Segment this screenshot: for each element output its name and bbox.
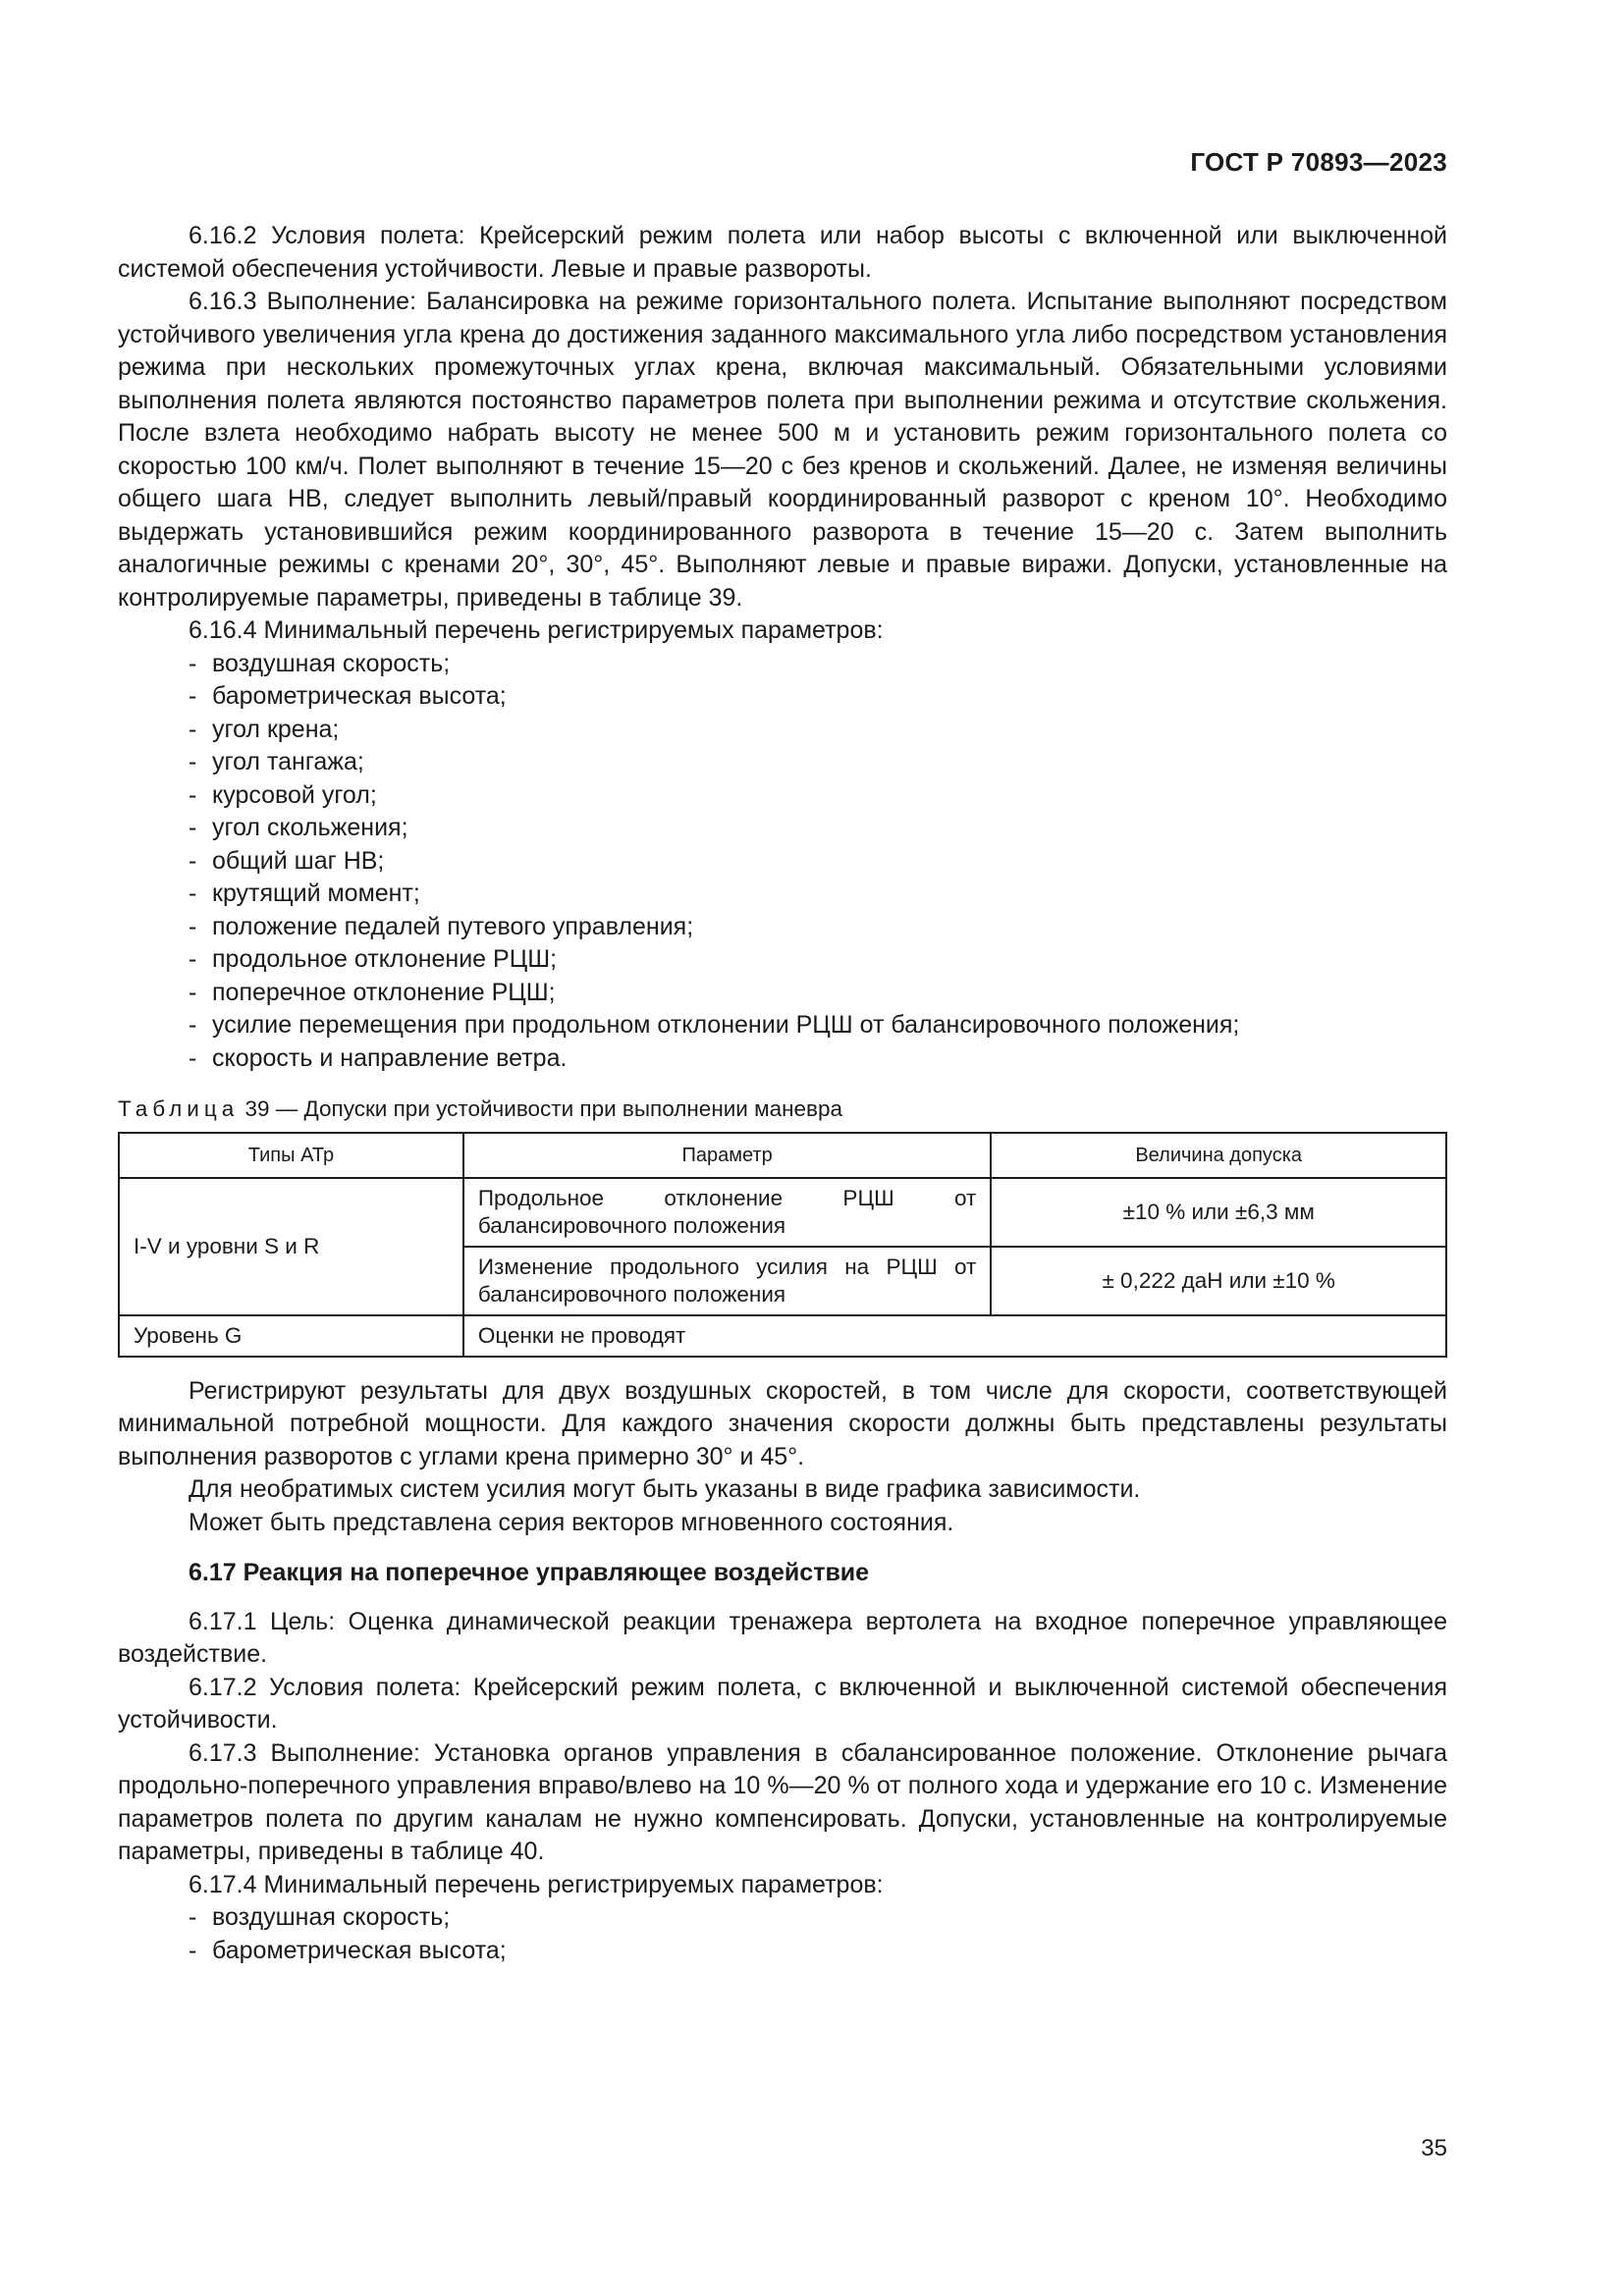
table-row — [119, 1178, 1446, 1247]
table-caption-text: 39 — Допуски при устойчивости при выполнении маневра — [244, 1096, 843, 1121]
section-title-6-17: 6.17 Реакция на поперечное управляющее воздействие — [189, 1559, 870, 1586]
list-item: - угол скольжения; — [189, 814, 408, 841]
list-item: - скорость и направление ветра. — [189, 1043, 568, 1072]
paragraph-vectors: Может быть представлена серия векторов мгновенного состояния. — [189, 1508, 954, 1536]
cell-parameter: Изменение продольного усилия на РЦШ от балансировочного положения — [463, 1247, 992, 1315]
list-item: - продольное отклонение РЦШ; — [189, 945, 558, 973]
parameter-list-6-16 — [118, 648, 1447, 1076]
page-number: 35 — [1421, 2135, 1447, 2162]
table-row — [119, 1315, 1446, 1357]
paragraph-6-17-1: 6.17.1 Цель: Оценка динамической реакции тренажера вертолета на входное поперечное управляющее воздействие. — [118, 1607, 1447, 1668]
paragraph-6-17-2: 6.17.2 Условия полета: Крейсерский режим полета, с включенной и выключенной системой обеспечения устойчивости. — [118, 1673, 1447, 1734]
table-caption — [118, 1093, 1447, 1126]
list-item: - положение педалей путевого управления; — [189, 912, 694, 940]
list-item: - усилие перемещения при продольном отклонении РЦШ от балансировочного положения; — [189, 1011, 1240, 1039]
header-type: Типы АТр — [119, 1133, 463, 1178]
list-item: - угол крена; — [189, 715, 340, 743]
paragraph-irreversible: Для необратимых систем усилия могут быть указаны в виде графика зависимости. — [189, 1475, 1141, 1503]
list-item: - воздушная скорость; — [189, 649, 451, 677]
standard-header: ГОСТ Р 70893—2023 — [1190, 147, 1447, 177]
list-item: - курсовой угол; — [189, 780, 377, 809]
list-item: - барометрическая высота; — [189, 682, 507, 710]
paragraph-6-17-4: 6.17.4 Минимальный перечень регистрируемых параметров: — [189, 1870, 884, 1898]
cell-parameter: Продольное отклонение РЦШ от балансировочного положения — [463, 1178, 992, 1247]
page-content — [118, 220, 1447, 1967]
cell-parameter-merged: Оценки не проводят — [463, 1315, 1446, 1357]
cell-type-group1: I-V и уровни S и R — [119, 1178, 463, 1315]
list-item: - крутящий момент; — [189, 880, 420, 907]
list-item: - общий шаг НВ; — [189, 846, 385, 875]
header-parameter: Параметр — [463, 1133, 992, 1178]
paragraph-6-16-4: 6.16.4 Минимальный перечень регистрируемых параметров: — [189, 616, 884, 644]
cell-tolerance: ±10 % или ±6,3 мм — [991, 1178, 1446, 1247]
paragraph-6-16-3: 6.16.3 Выполнение: Балансировка на режиме горизонтального полета. Испытание выполняют посредством устойчивого увеличения угла крена до достижения заданного максимального угла либо посредством установления режима при нескольких промежуточных углах крена, включая максимальный. Обязательными условиями выполнения полета являются постоянство параметров полета при выполнении режима и отсутствие скольжения. После взлета необходимо набрать высоту не менее 500 м и установить режим горизонтального полета со скоростью 100 км/ч. Полет выполняют в течение 15—20 с без кренов и скольжений. Далее, не изменяя величины общего шага НВ, следует выполнить левый/правый координированный разворот с креном 10°. Необходимо выдержать установившийся режим координированного разворота в течение 15—20 с. Затем выполнить аналогичные режимы с кренами 20°, 30°, 45°. Выполняют левые и правые виражи. Допуски, установленные на контролируемые параметры, приведены в таблице 39. — [118, 288, 1447, 612]
paragraph-6-17-3: 6.17.3 Выполнение: Установка органов управления в сбалансированное положение. Отклонение рычага продольно-поперечного управления вправо/влево на 10 %—20 % от полного хода и удержание его 10 с. Изменение параметров полета по другим каналам не нужно компенсировать. Допуски, установленные на контролируемые параметры, приведены в таблице 40. — [118, 1738, 1447, 1865]
paragraph-results: Регистрируют результаты для двух воздушных скоростей, в том числе для скорости, соответствующей минимальной потребной мощности. Для каждого значения скорости должны быть представлены результаты выполнения разворотов с углами крена примерно 30° и 45°. — [118, 1376, 1447, 1470]
list-item: - угол тангажа; — [189, 748, 364, 775]
table-caption-label: Таблица — [118, 1096, 240, 1121]
table-header-row — [119, 1133, 1446, 1178]
header-tolerance: Величина допуска — [991, 1133, 1446, 1178]
cell-type-level-g: Уровень G — [119, 1315, 463, 1357]
parameter-list-6-17 — [118, 1901, 1447, 1967]
tolerance-table — [118, 1132, 1447, 1358]
list-item: - поперечное отклонение РЦШ; — [189, 978, 556, 1006]
paragraph-6-16-2: 6.16.2 Условия полета: Крейсерский режим полета или набор высоты с включенной или выключенной системой обеспечения устойчивости. Левые и правые развороты. — [118, 222, 1447, 283]
list-item: - барометрическая высота; — [189, 1936, 507, 1964]
list-item: - воздушная скорость; — [189, 1903, 451, 1931]
cell-tolerance: ± 0,222 даН или ±10 % — [991, 1247, 1446, 1315]
